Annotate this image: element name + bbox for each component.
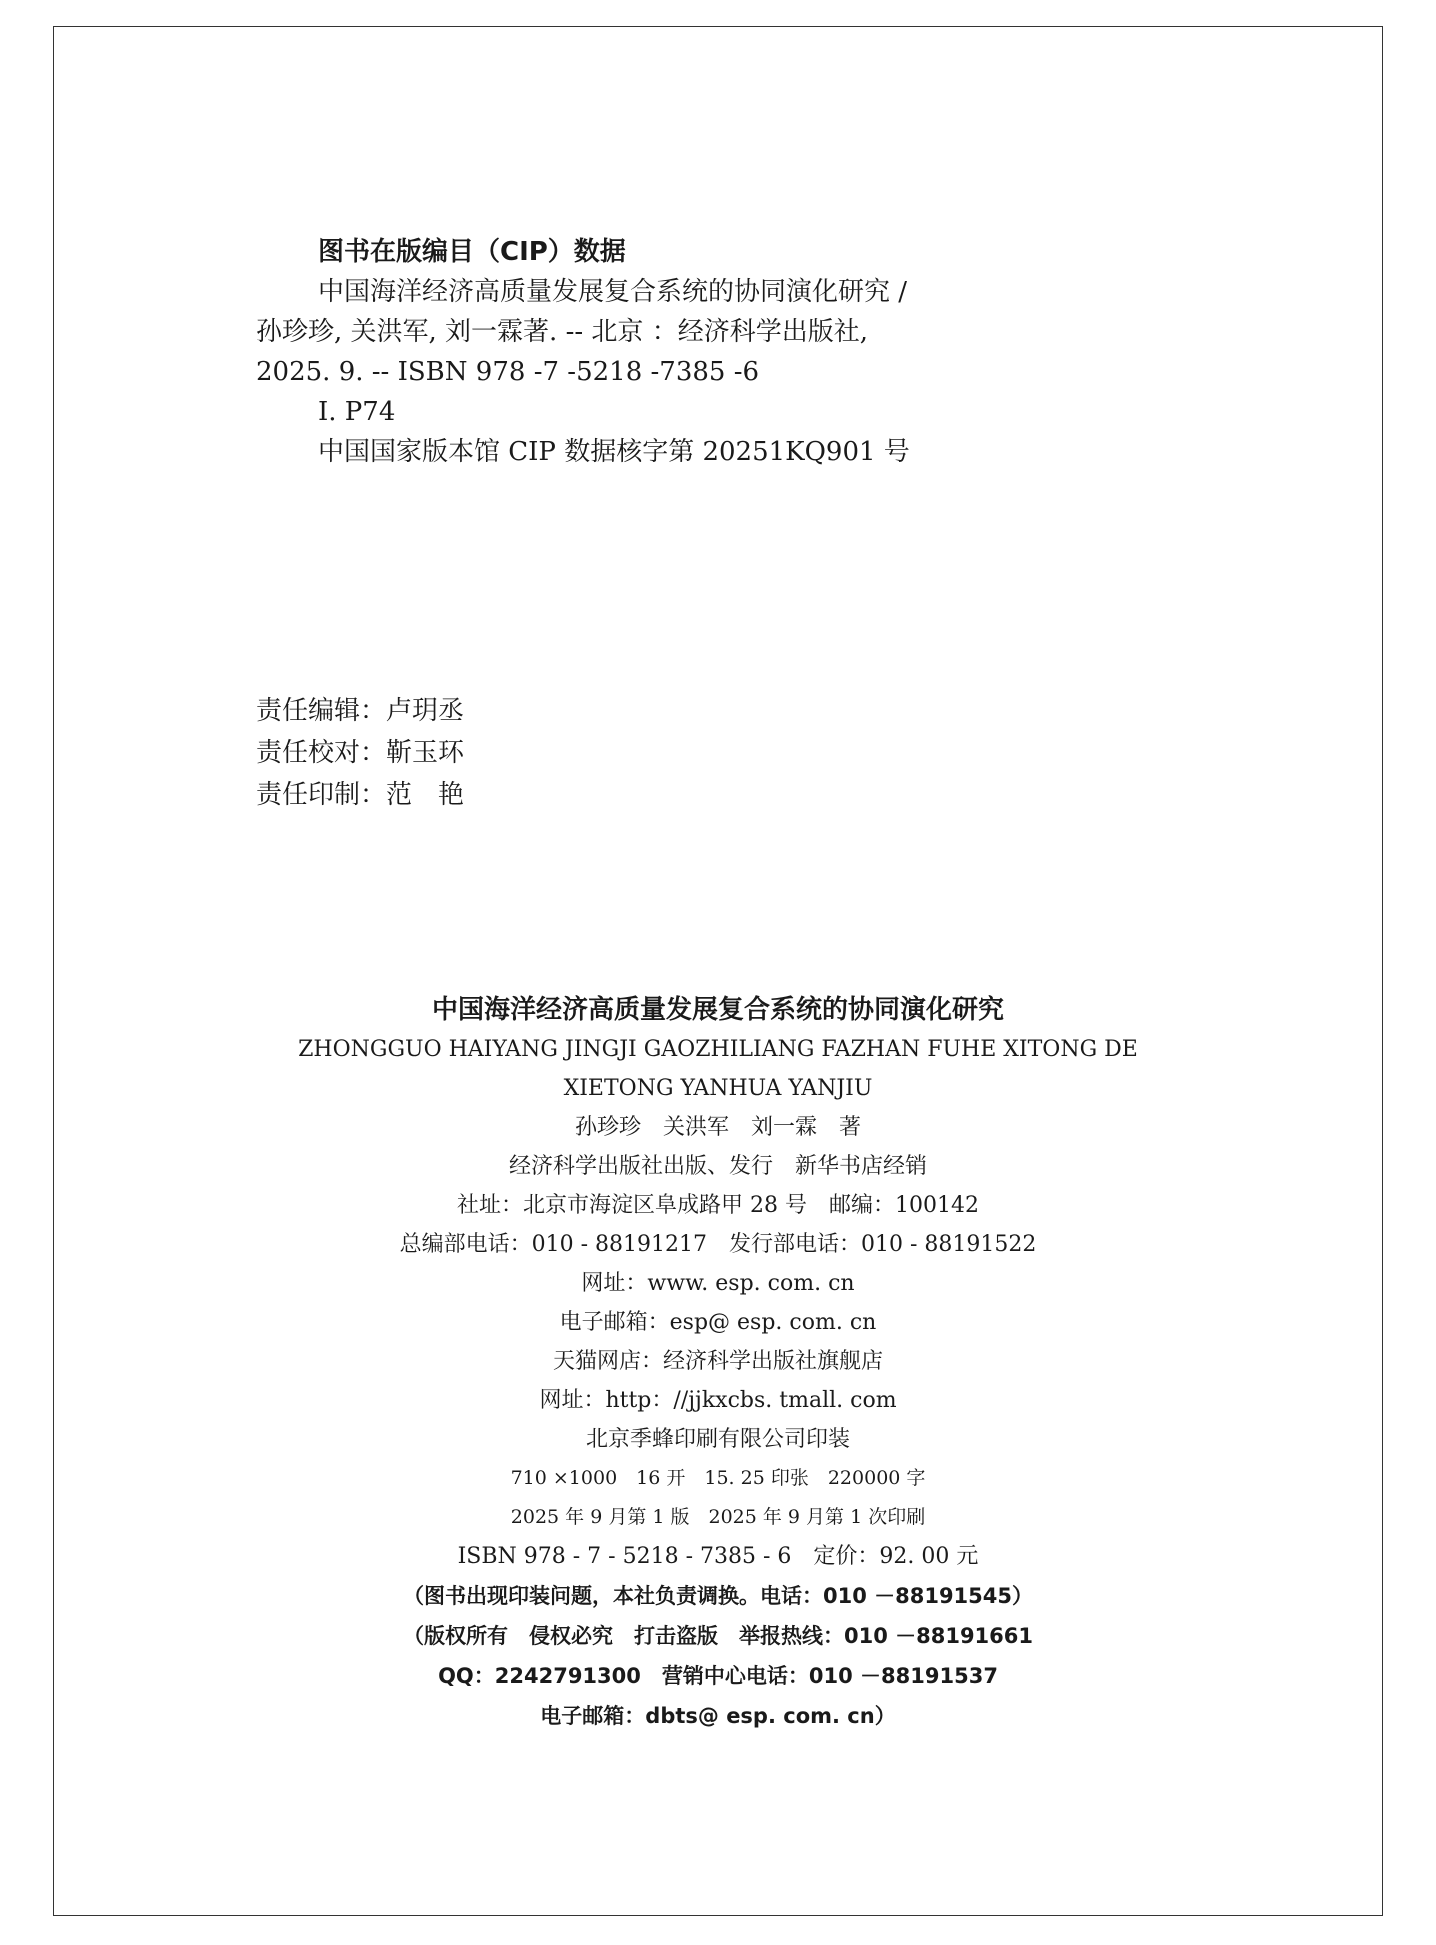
cip-data-block [256, 232, 1156, 472]
colophon-edition: 2025 年 9 月第 1 版 2025 年 9 月第 1 次印刷 [510, 1506, 926, 1528]
editor-label: 责任编辑： [256, 696, 387, 726]
cip-heading: 图书在版编目（CIP）数据 [318, 237, 626, 267]
colophon-tmall-store: 天猫网店：经济科学出版社旗舰店 [552, 1349, 883, 1374]
colophon-notice-2: （版权所有 侵权必究 打击盗版 举报热线：010 －88191661 [402, 1624, 1034, 1648]
colophon-notice-1: （图书出现印装问题，本社负责调换。电话：010 －88191545） [402, 1584, 1034, 1608]
cip-number-line: 中国国家版本馆 CIP 数据核字第 20251KQ901 号 [318, 437, 910, 467]
colophon-title-pinyin-1: ZHONGGUO HAIYANG JINGJI GAOZHILIANG FAZHAN FUHE XITONG DE [298, 1037, 1138, 1062]
responsible-printing [256, 774, 464, 816]
colophon-notice-3: QQ：2242791300 营销中心电话：010 －88191537 [438, 1664, 998, 1688]
colophon-printer: 北京季蜂印刷有限公司印装 [585, 1427, 850, 1452]
responsible-proofreader [256, 732, 464, 774]
colophon-authors: 孙珍珍 关洪军 刘一霖 著 [574, 1115, 861, 1140]
colophon-block [53, 990, 1383, 1736]
colophon-notice-4: 电子邮箱：dbts@ esp. com. cn） [540, 1704, 896, 1728]
proofreader-label: 责任校对： [256, 738, 387, 768]
colophon-isbn-price: ISBN 978 - 7 - 5218 - 7385 - 6 定价：92. 00 元 [457, 1544, 979, 1569]
colophon-title-cn: 中国海洋经济高质量发展复合系统的协同演化研究 [431, 995, 1004, 1025]
colophon-email: 电子邮箱：esp@ esp. com. cn [559, 1310, 877, 1335]
cip-authors-line: 孙珍珍, 关洪军, 刘一霖著. -- 北京 ：经济科学出版社, [256, 317, 868, 347]
printing-label: 责任印制： [256, 780, 387, 810]
colophon-website: 网址：www. esp. com. cn [581, 1271, 855, 1296]
editors-block [256, 690, 464, 816]
colophon-address: 社址：北京市海淀区阜成路甲 28 号 邮编：100142 [457, 1193, 979, 1218]
cip-isbn-line: 2025. 9. -- ISBN 978 -7 -5218 -7385 -6 [256, 357, 760, 387]
colophon-publisher: 经济科学出版社出版、发行 新华书店经销 [508, 1154, 927, 1179]
colophon-tmall-url: 网址：http：//jjkxcbs. tmall. com [539, 1388, 897, 1413]
printing-name: 范 艳 [386, 780, 465, 810]
cip-classification-line: Ⅰ. P74 [318, 397, 396, 427]
editor-name: 卢玥丞 [386, 696, 465, 726]
proofreader-name: 靳玉环 [386, 738, 465, 768]
colophon-phones: 总编部电话：010 - 88191217 发行部电话：010 - 88191522 [399, 1232, 1037, 1257]
cip-title-line: 中国海洋经济高质量发展复合系统的协同演化研究 / [318, 277, 908, 307]
colophon-format: 710 ×1000 16 开 15. 25 印张 220000 字 [510, 1467, 926, 1489]
responsible-editor [256, 690, 464, 732]
colophon-title-pinyin-2: XIETONG YANHUA YANJIU [563, 1076, 873, 1101]
